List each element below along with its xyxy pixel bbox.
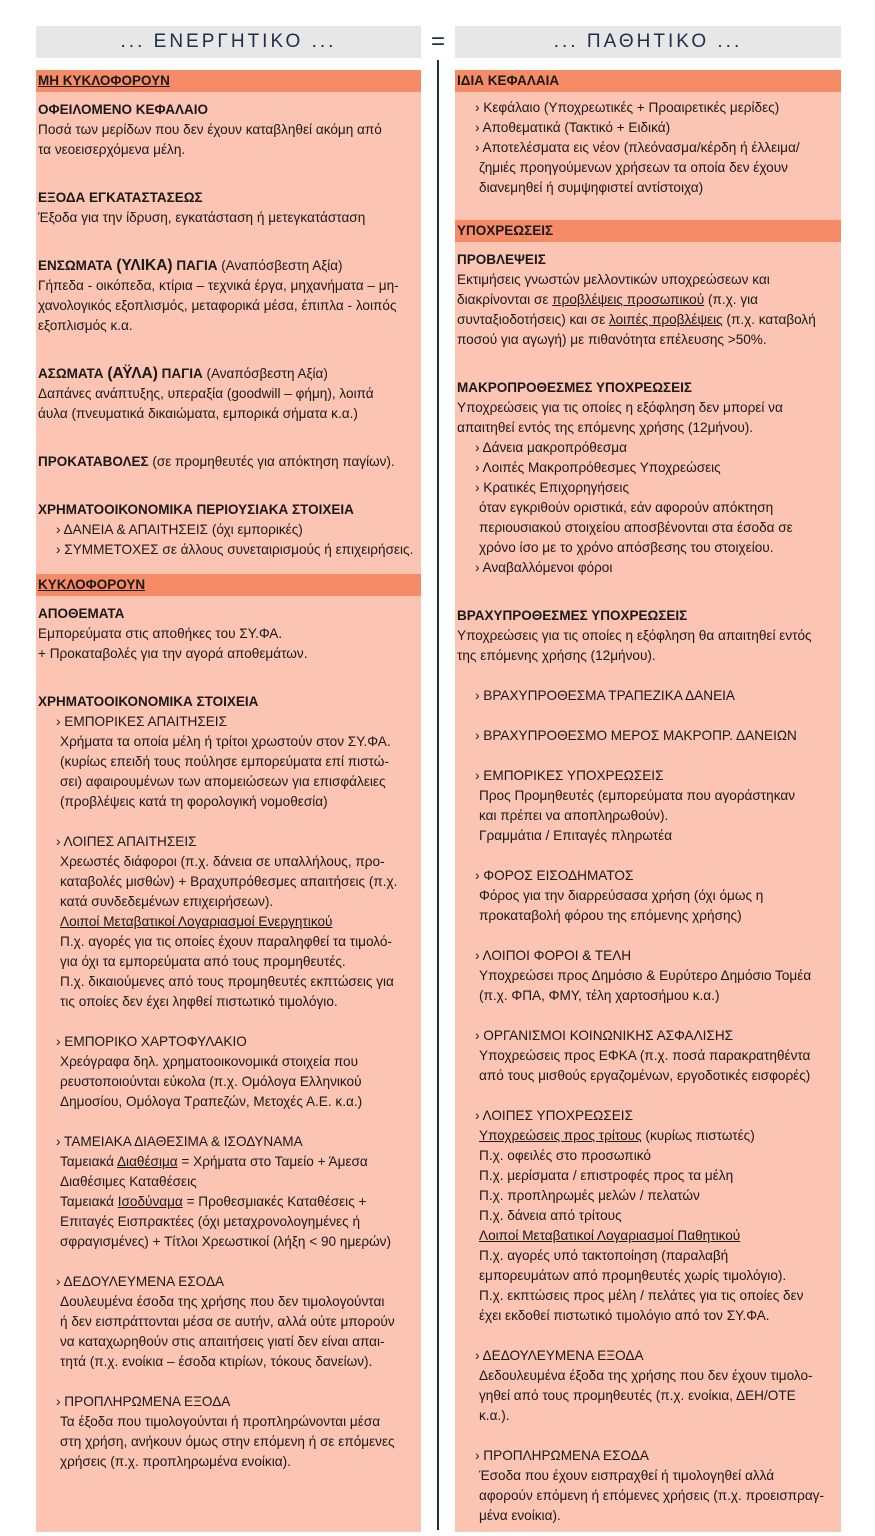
- list-item: › Δάνεια μακροπρόθεσμα: [475, 440, 627, 455]
- text-part: λοιπές προβλέψεις: [609, 312, 723, 327]
- text-part: διακρίνονται σε: [457, 292, 553, 307]
- text-line: ή δεν εισπράττονται μέσα σε αυτήν, αλλά ούτε μπορούν: [60, 1314, 395, 1329]
- trade-payables-title: › ΕΜΠΟΡΙΚΕΣ ΥΠΟΧΡΕΩΣΕΙΣ: [475, 768, 664, 783]
- short-term-part-loans: › ΒΡΑΧΥΠΡΟΘΕΣΜΟ ΜΕΡΟΣ ΜΑΚΡΟΠΡ. ΔΑΝΕΙΩΝ: [475, 728, 797, 743]
- text-line: εμπορευμάτων από προμηθευτές χωρίς τιμολόγιο).: [479, 1268, 787, 1283]
- assets-header: ... ΕΝΕΡΓΗΤΙΚΟ ...: [36, 26, 421, 58]
- text-part: Ισοδύναμα: [117, 1194, 183, 1209]
- text-line: Δουλευμένα έσοδα της χρήσης που δεν τιμολογούνται: [60, 1294, 385, 1309]
- text-line: προκαταβολή φόρου της επόμενης χρήσης): [479, 908, 742, 923]
- text-part: συνταξιοδοτήσεις) και σε: [457, 312, 610, 327]
- list-item: › ΣΥΜΜΕΤΟΧΕΣ σε άλλους συνεταιρισμούς ή επιχειρήσεις.: [56, 542, 414, 557]
- text-part: προβλέψεις προσωπικού: [552, 292, 705, 307]
- text-part: = Χρήματα στο Ταμείο + Άμεσα: [177, 1154, 368, 1169]
- text-line: Π.χ. δικαιούμενες από τους προμηθευτές εκπτώσεις για: [60, 974, 394, 989]
- provisions-title: ΠΡΟΒΛΕΨΕΙΣ: [457, 252, 546, 267]
- text-line: Έξοδα για την ίδρυση, εγκατάσταση ή μετεγκατάσταση: [38, 210, 366, 225]
- intangible-title: [38, 364, 419, 384]
- text-line: [457, 290, 839, 310]
- liabilities-section: [455, 250, 841, 1526]
- equity-band: ΙΔΙΑ ΚΕΦΑΛΑΙΑ: [455, 70, 841, 92]
- tangible-note: (Αναπόσβεστη Αξία): [221, 258, 343, 273]
- short-term-loans: › ΒΡΑΧΥΠΡΟΘΕΣΜΑ ΤΡΑΠΕΖΙΚΑ ΔΑΝΕΙΑ: [475, 688, 735, 703]
- text-line: άυλα (πνευματικά δικαιώματα, εμπορικά σήματα κ.α.): [38, 406, 358, 421]
- text-line: κ.α.).: [479, 1408, 510, 1423]
- text-line: αφορούν επόμενη ή επόμενες χρήσεις (π.χ. προεισπραγ-: [479, 1488, 825, 1503]
- text-part: = Προθεσμιακές Καταθέσεις +: [182, 1194, 367, 1209]
- text-line: ρευστοποιούνται εύκολα (π.χ. Ομόλογα Ελληνικού: [60, 1074, 362, 1089]
- trading-portfolio-title: › ΕΜΠΟΡΙΚΟ ΧΑΡΤΟΦΥΛΑΚΙΟ: [56, 1034, 247, 1049]
- advances-title-a: ΠΡΟΚΑΤΑΒΟΛΕΣ: [38, 454, 149, 469]
- text-line: [457, 310, 839, 330]
- tangible-title-c: ΠΑΓΙΑ: [176, 258, 218, 273]
- text-line: Τα έξοδα που τιμολογούνται ή προπληρώνονται μέσα: [60, 1414, 381, 1429]
- text-part: Υποχρεώσεις προς τρίτους: [479, 1128, 642, 1143]
- list-item: › Αναβαλλόμενοι φόροι: [475, 560, 613, 575]
- text-part: (κυρίως πιστωτές): [641, 1128, 755, 1143]
- prepaid-expenses-title: › ΠΡΟΠΛΗΡΩΜΕΝΑ ΕΞΟΔΑ: [56, 1394, 231, 1409]
- list-item: › ΔΑΝΕΙΑ & ΑΠΑΙΤΗΣΕΙΣ (όχι εμπορικές): [56, 522, 303, 537]
- text-line: + Προκαταβολές για την αγορά αποθεμάτων.: [38, 646, 308, 661]
- tangible-title-a: ΕΝΣΩΜΑΤΑ: [38, 258, 113, 273]
- text-part: Ταμειακά: [60, 1154, 117, 1169]
- text-line: να καταχωρηθούν στις απαιτήσεις γιατί δεν είναι απαι-: [60, 1334, 385, 1349]
- income-tax-title: › ΦΟΡΟΣ ΕΙΣΟΔΗΜΑΤΟΣ: [475, 868, 634, 883]
- text-line: στη χρήση, ανήκουν όμως στην επόμενη ή σε επόμενες: [60, 1434, 395, 1449]
- text-line: Δεδουλευμένα έξοδα της χρήσης που δεν έχουν τιμολο-: [479, 1368, 813, 1383]
- column-divider: [437, 60, 439, 1530]
- text-line: Π.χ. προπληρωμές μελών / πελατών: [479, 1188, 700, 1203]
- trade-receivables-title: › ΕΜΠΟΡΙΚΕΣ ΑΠΑΙΤΗΣΕΙΣ: [56, 714, 227, 729]
- text-line: Υποχρεώσεις για τις οποίες η εξόφληση θα απαιτηθεί εντός: [457, 628, 812, 643]
- text-line: Π.χ. οφειλές στο προσωπικό: [479, 1148, 651, 1163]
- text-line: χρόνο ίσο με το χρόνο απόσβεσης του στοιχείου.: [479, 540, 774, 555]
- setup-title: ΕΞΟΔΑ ΕΓΚΑΤΑΣΤΑΣΕΩΣ: [38, 190, 203, 205]
- text-line: ζημιές προηγούμενων χρήσεων τα οποία δεν έχουν: [479, 160, 788, 175]
- liabilities-band: ΥΠΟΧΡΕΩΣΕΙΣ: [455, 220, 841, 242]
- text-part: Διαθέσιμα: [116, 1154, 178, 1169]
- advances-title: [38, 452, 419, 472]
- text-line: Διαθέσιμες Καταθέσεις: [60, 1174, 197, 1189]
- other-liabilities-title: › ΛΟΙΠΕΣ ΥΠΟΧΡΕΩΣΕΙΣ: [475, 1108, 633, 1123]
- tangible-title-b: (ΥΛΙΚΑ): [116, 257, 173, 274]
- text-line: έχει εκδοθεί πιστωτικό τιμολόγιο από τον ΣΥ.ΦΑ.: [479, 1308, 770, 1323]
- text-line: μένα ενοίκια).: [479, 1508, 561, 1523]
- advances-note: (σε προμηθευτές για απόκτηση παγίων).: [152, 454, 395, 469]
- text-line: Υποχρεώσει προς Δημόσιο & Ευρύτερο Δημόσιο Τομέα: [479, 968, 812, 983]
- text-line: Π.χ. δάνεια από τρίτους: [479, 1208, 622, 1223]
- text-line: Χρεωστές διάφοροι (π.χ. δάνεια σε υπαλλήλους, προ-: [60, 854, 385, 869]
- text-line: (προβλέψεις κατά τη φορολογική νομοθεσία): [60, 794, 328, 809]
- text-line: Υποχρεώσεις προς ΕΦΚΑ (π.χ. ποσά παρακρατηθέντα: [479, 1048, 811, 1063]
- prepaid-income-title: › ΠΡΟΠΛΗΡΩΜΕΝΑ ΕΣΟΔΑ: [475, 1448, 649, 1463]
- short-term-title: ΒΡΑΧΥΠΡΟΘΕΣΜΕΣ ΥΠΟΧΡΕΩΣΕΙΣ: [457, 608, 688, 623]
- intangible-title-a: ΑΣΩΜΑΤΑ: [38, 366, 104, 381]
- accrued-expenses-title: › ΔΕΔΟΥΛΕΥΜΕΝΑ ΕΞΟΔΑ: [475, 1348, 644, 1363]
- text-line: Π.χ. αγορές υπό τακτοποίηση (παραλαβή: [479, 1248, 729, 1263]
- text-line: απαιτηθεί εντός της επόμενης χρήσης (12μήνου).: [457, 420, 754, 435]
- text-line: Χρεόγραφα δηλ. χρηματοοικονομικά στοιχεία που: [60, 1054, 359, 1069]
- list-item: › Λοιπές Μακροπρόθεσμες Υποχρεώσεις: [475, 460, 721, 475]
- text-line: γηθεί από τους προμηθευτές (π.χ. ενοίκια, ΔΕΗ/ΟΤΕ: [479, 1388, 796, 1403]
- text-line: [38, 1152, 419, 1172]
- text-line: της επόμενης χρήσης (12μήνου).: [457, 648, 656, 663]
- text-line: [38, 1192, 419, 1212]
- text-line: Χρήματα τα οποία μέλη ή τρίτοι χρωστούν στον ΣΥ.ΦΑ.: [60, 734, 391, 749]
- text-line: Γήπεδα - οικόπεδα, κτίρια – τεχνικά έργα, μηχανήματα – μη-: [38, 278, 399, 293]
- text-line: για όχι τα εμπορεύματα από τους προμηθευτές.: [60, 954, 346, 969]
- text-line: Προς Προμηθευτές (εμπορεύματα που αγοράστηκαν: [479, 788, 796, 803]
- text-line: Εκτιμήσεις γνωστών μελλοντικών υποχρεώσεων και: [457, 272, 770, 287]
- text-line: και πρέπει να αποπληρωθούν).: [479, 808, 669, 823]
- text-line: [457, 1126, 839, 1146]
- noncurrent-section: [36, 100, 421, 574]
- intangible-title-c: ΠΑΓΙΑ: [161, 366, 203, 381]
- text-line: από τους μισθούς εργαζομένων, εργοδοτικές εισφορές): [479, 1068, 811, 1083]
- text-line: σει) αφαιρουμένων των απομειώσεων για επισφάλειες: [60, 774, 386, 789]
- liabilities-column: [455, 70, 841, 1532]
- text-line: σφραγισμένες) + Τίτλοι Χρεωστικοί (λήξη < 90 ημερών): [60, 1234, 392, 1249]
- text-part: (π.χ. για: [704, 292, 759, 307]
- text-line: χρήσεις (π.χ. προπληρωμένα ενοίκια).: [60, 1454, 291, 1469]
- text-line: Λοιποί Μεταβατικοί Λογαριασμοί Παθητικού: [479, 1228, 741, 1243]
- text-line: Φόρος για την διαρρεύσασα χρήση (όχι όμως η: [479, 888, 764, 903]
- tangible-title: [38, 256, 419, 276]
- inventory-title: ΑΠΟΘΕΜΑΤΑ: [38, 606, 125, 621]
- list-item: › Αποθεματικά (Τακτικό + Ειδικά): [475, 120, 671, 135]
- text-line: Έσοδα που έχουν εισπραχθεί ή τιμολογηθεί αλλά: [479, 1468, 775, 1483]
- list-item: › Κεφάλαιο (Υποχρεωτικές + Προαιρετικές μερίδες): [475, 100, 780, 115]
- text-line: καταβολές μισθών) + Βραχυπρόθεσμες απαιτήσεις (π.χ.: [60, 874, 398, 889]
- text-line: Π.χ. μερίσματα / επιστροφές προς τα μέλη: [479, 1168, 734, 1183]
- fin-assets-title: ΧΡΗΜΑΤΟΟΙΚΟΝΟΜΙΚΑ ΠΕΡΙΟΥΣΙΑΚΑ ΣΤΟΙΧΕΙΑ: [38, 502, 354, 517]
- text-line: τις οποίες δεν έχει ληφθεί πιστωτικό τιμολόγιο.: [60, 994, 338, 1009]
- text-line: Λοιποί Μεταβατικοί Λογαριασμοί Ενεργητικού: [60, 914, 333, 929]
- noncurrent-band: ΜΗ ΚΥΚΛΟΦΟΡΟΥΝ: [36, 70, 421, 92]
- text-line: Εμπορεύματα στις αποθήκες του ΣΥ.ΦΑ.: [38, 626, 283, 641]
- text-line: τητά (π.χ. ενοίκια – έσοδα κτιρίων, τόκους δανείων).: [60, 1354, 373, 1369]
- long-term-title: ΜΑΚΡΟΠΡΟΘΕΣΜΕΣ ΥΠΟΧΡΕΩΣΕΙΣ: [457, 380, 693, 395]
- owed-capital-title: ΟΦΕΙΛΟΜΕΝΟ ΚΕΦΑΛΑΙΟ: [38, 102, 208, 117]
- text-line: Δημοσίου, Ομόλογα Τραπεζών, Μετοχές Α.Ε. κ.α.): [60, 1094, 363, 1109]
- other-receivables-title: › ΛΟΙΠΕΣ ΑΠΑΙΤΗΣΕΙΣ: [56, 834, 197, 849]
- text-line: περιουσιακού στοιχείου αποσβένονται στα έσοδα σε: [479, 520, 793, 535]
- text-line: Ποσά των μερίδων που δεν έχουν καταβληθεί ακόμη από: [38, 122, 382, 137]
- text-line: Επιταγές Εισπρακτέες (όχι μεταχρονολογημένες ή: [60, 1214, 361, 1229]
- text-line: χανολογικός εξοπλισμός, μεταφορικά μέσα, έπιπλα - λοιπός: [38, 298, 397, 313]
- current-band: ΚΥΚΛΟΦΟΡΟΥΝ: [36, 574, 421, 596]
- assets-column: [36, 70, 421, 1532]
- intangible-title-b: (ΑΫΛΑ): [107, 365, 158, 382]
- text-line: κατά συνδεδεμένων επιχειρήσεων).: [60, 894, 274, 909]
- cash-title: › ΤΑΜΕΙΑΚΑ ΔΙΑΘΕΣΙΜΑ & ΙΣΟΔΥΝΑΜΑ: [56, 1134, 303, 1149]
- text-line: Υποχρεώσεις για τις οποίες η εξόφληση δεν μπορεί να: [457, 400, 783, 415]
- fin-items-title: ΧΡΗΜΑΤΟΟΙΚΟΝΟΜΙΚΑ ΣΤΟΙΧΕΙΑ: [38, 694, 259, 709]
- social-security-title: › ΟΡΓΑΝΙΣΜΟΙ ΚΟΙΝΩΝΙΚΗΣ ΑΣΦΑΛΙΣΗΣ: [475, 1028, 734, 1043]
- text-line: Δαπάνες ανάπτυξης, υπεραξία (goodwill – φήμη), λοιπά: [38, 386, 374, 401]
- text-line: ποσού για αγωγή) με πιθανότητα επέλευσης >50%.: [457, 332, 767, 347]
- text-line: (κυρίως επειδή τους πούλησε εμπορεύματα επί πιστώ-: [60, 754, 389, 769]
- text-line: Π.χ. εκπτώσεις προς μέλη / πελάτες για τις οποίες δεν: [479, 1288, 804, 1303]
- text-line: (π.χ. ΦΠΑ, ΦΜΥ, τέλη χαρτοσήμου κ.α.): [479, 988, 720, 1003]
- list-item: › Αποτελέσματα εις νέον (πλεόνασμα/κέρδη ή έλλειμα/: [475, 140, 800, 155]
- text-line: Γραμμάτια / Επιταγές πληρωτέα: [479, 828, 673, 843]
- text-line: Π.χ. αγορές για τις οποίες έχουν παραληφθεί τα τιμολό-: [60, 934, 392, 949]
- other-taxes-title: › ΛΟΙΠΟΙ ΦΟΡΟΙ & ΤΕΛΗ: [475, 948, 632, 963]
- text-line: τα νεοεισερχόμενα μέλη.: [38, 142, 186, 157]
- text-line: διανεμηθεί ή συμψηφιστεί αντίστοιχα): [479, 180, 704, 195]
- text-line: εξοπλισμός κ.α.: [38, 318, 133, 333]
- text-part: (π.χ. καταβολή: [722, 312, 816, 327]
- equity-section: [455, 92, 841, 220]
- current-section: [36, 604, 421, 1472]
- intangible-note: (Αναπόσβεστη Αξία): [206, 366, 328, 381]
- equals-sign: =: [430, 28, 445, 55]
- list-item: › Κρατικές Επιχορηγήσεις: [475, 480, 630, 495]
- accrued-income-title: › ΔΕΔΟΥΛΕΥΜΕΝΑ ΕΣΟΔΑ: [56, 1274, 225, 1289]
- text-part: Ταμειακά: [60, 1194, 118, 1209]
- liabilities-header: ... ΠΑΘΗΤΙΚΟ ...: [455, 26, 841, 58]
- text-line: όταν εγκριθούν οριστικά, εάν αφορούν απόκτηση: [479, 500, 774, 515]
